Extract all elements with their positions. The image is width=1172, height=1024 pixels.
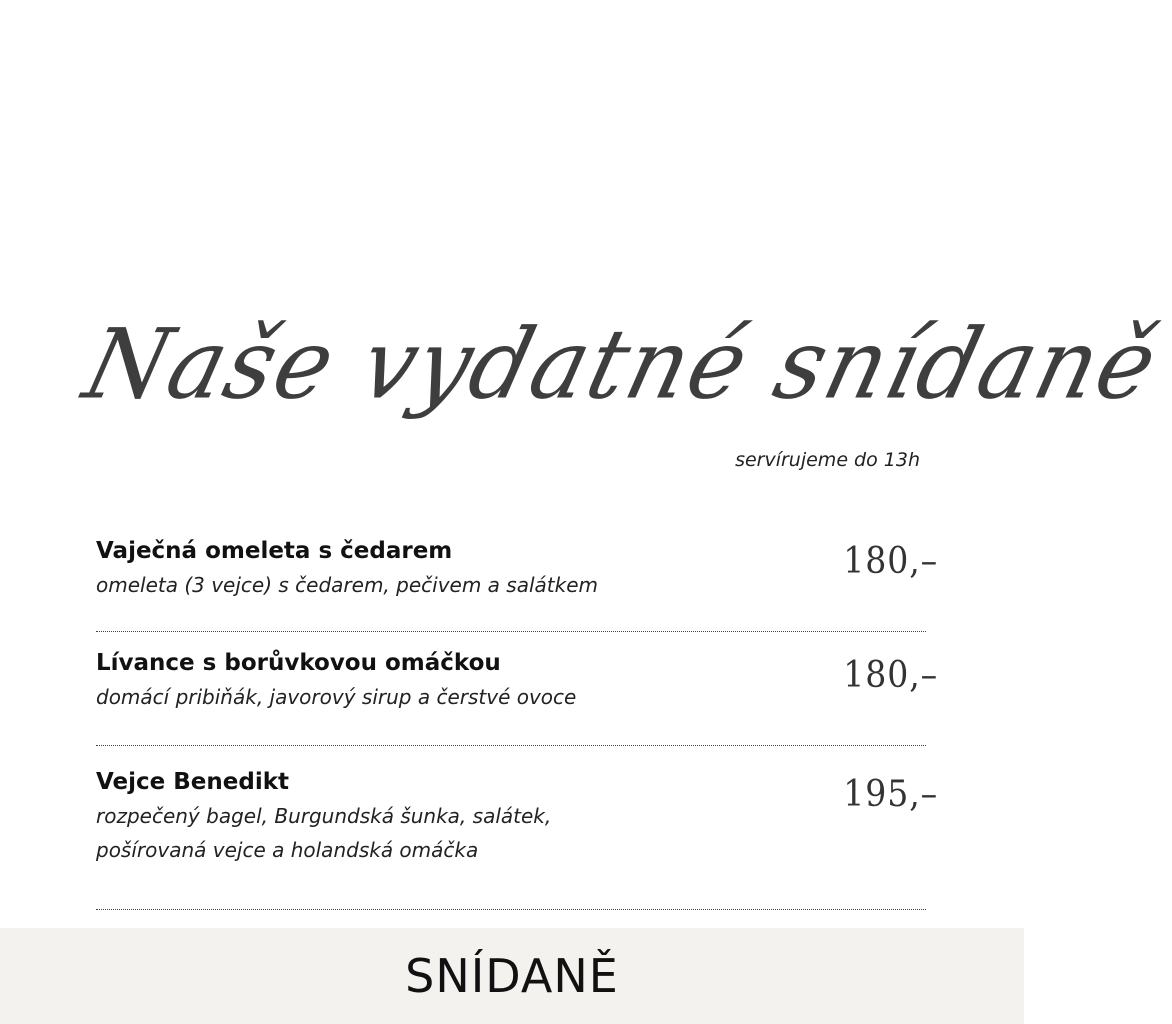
dotted-divider (96, 909, 926, 910)
section-label: SNÍDANĚ (405, 949, 619, 1003)
footer-band (0, 928, 1024, 1024)
menu-item-name: Vaječná omeleta s čedarem (96, 538, 453, 564)
serving-time-note: servírujeme do 13h (735, 449, 920, 471)
menu-item-name: Vejce Benedikt (96, 769, 290, 795)
menu-item (96, 536, 938, 604)
menu-item-price: 195,– (843, 774, 938, 815)
menu-item-description-line: pošírovaná vejce a holandská omáčka (96, 838, 479, 862)
dotted-divider (96, 745, 926, 746)
menu-item (96, 648, 938, 716)
menu-item-price: 180,– (843, 541, 938, 582)
menu-title: Naše vydatné snídaně (74, 308, 1170, 421)
menu-item-name: Lívance s borůvkovou omáčkou (96, 650, 501, 676)
dotted-divider (96, 631, 926, 632)
menu-item (96, 767, 938, 869)
menu-item-description-line: rozpečený bagel, Burgundská šunka, salátek, (96, 804, 552, 828)
menu-item-price: 180,– (843, 655, 938, 696)
menu-item-description: omeleta (3 vejce) s čedarem, pečivem a salátkem (96, 573, 598, 597)
menu-item-description: domácí pribiňák, javorový sirup a čerstvé ovoce (96, 685, 577, 709)
